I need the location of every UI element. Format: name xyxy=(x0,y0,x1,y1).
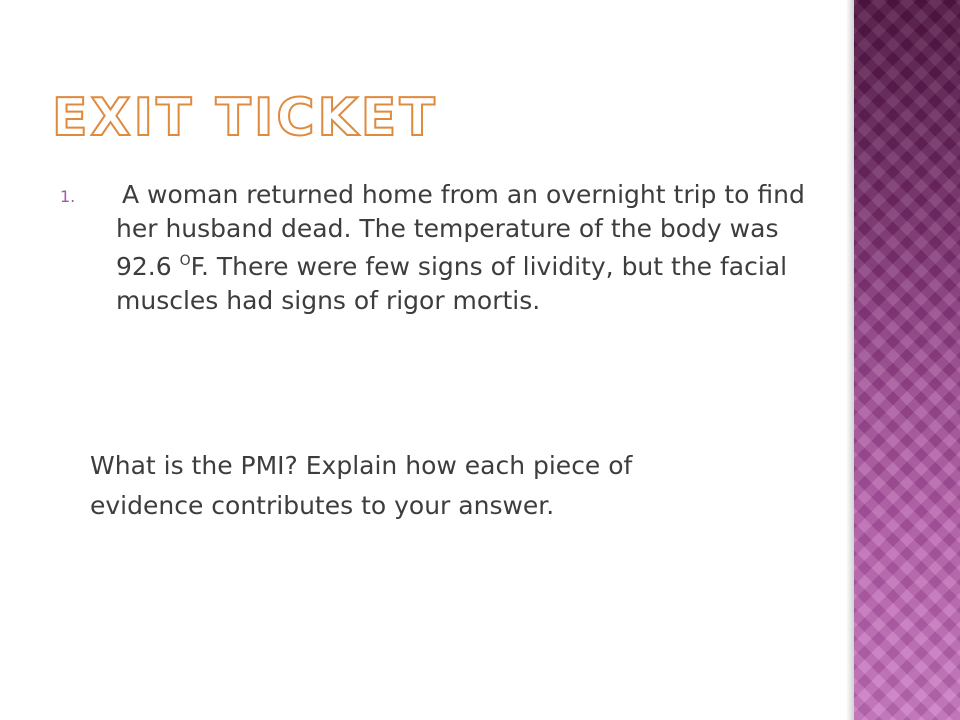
decorative-sidebar xyxy=(854,0,960,720)
sidebar-shadow xyxy=(846,0,854,720)
question-block xyxy=(90,446,810,526)
slide-title: EXIT TICKET xyxy=(52,88,438,148)
question-line-1: What is the PMI? Explain how each piece of xyxy=(90,451,633,480)
item-text-part2: F. There were few signs of lividity, but the facial muscles had signs of rigor mortis. xyxy=(116,252,788,315)
list-item xyxy=(60,178,820,317)
item-text xyxy=(116,178,820,317)
item-text-part1: A woman returned home from an overnight trip to find her husband dead. The temperature of the body was 92.6 xyxy=(116,180,805,281)
question-line-2: evidence contributes to your answer. xyxy=(90,491,555,520)
item-number: 1. xyxy=(60,187,76,206)
degree-superscript: O xyxy=(179,253,191,269)
